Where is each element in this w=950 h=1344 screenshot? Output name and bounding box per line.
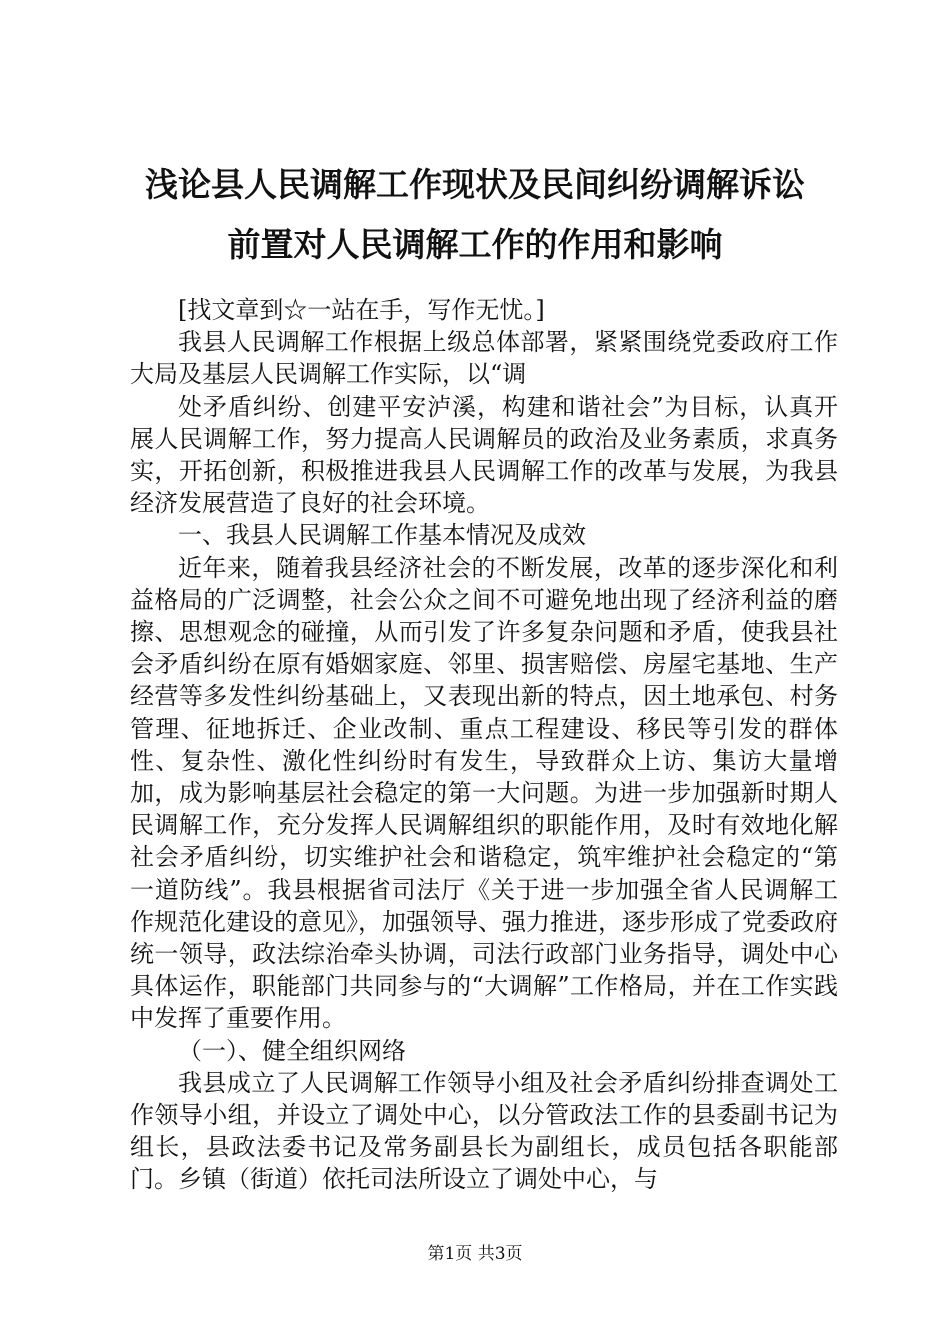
body-paragraph: 处矛盾纠纷、创建平安泸溪，构建和谐社会”为目标，认真开展人民调解工作，努力提高人民调解员的政治及业务素质，求真务实，开拓创新，积极推进我县人民调解工作的改革与发展，为我县经济发展营造了良好的社会环境。 [130,392,838,518]
page-footer: 第1页 共3页 [427,1244,523,1264]
body-paragraph: 近年来，随着我县经济社会的不断发展，改革的逐步深化和利益格局的广泛调整，社会公众之间不可避免地出现了经济利益的磨擦、思想观念的碰撞，从而引发了许多复杂问题和矛盾，使我县社会矛盾纠纷在原有婚姻家庭、邻里、损害赔偿、房屋宅基地、生产经营等多发性纠纷基础上，又表现出新的特点，因土地承包、村务管理、征地拆迁、企业改制、重点工程建设、移民等引发的群体性、复杂性、激化性纠纷时有发生，导致群众上访、集访大量增加，成为影响基层社会稳定的第一大问题。为进一步加强新时期人民调解工作，充分发挥人民调解组织的职能作用，及时有效地化解社会矛盾纠纷，切实维护社会和谐稳定，筑牢维护社会稳定的“第一道防线”。我县根据省司法厅《关于进一步加强全省人民调解工作规范化建设的意见》，加强领导、强力推进，逐步形成了党委政府统一领导，政法综治牵头协调，司法行政部门业务指导，调处中心具体运作，职能部门共同参与的“大调解”工作格局，并在工作实践中发挥了重要作用。 [130,553,838,1033]
document-title-line-1: 浅论县人民调解工作现状及民间纠纷调解诉讼 [145,165,805,204]
body-paragraph: 我县成立了人民调解工作领导小组及社会矛盾纠纷排查调处工作领导小组，并设立了调处中心，以分管政法工作的县委副书记为组长，县政法委书记及常务副县长为副组长，成员包括各职能部门。乡镇（街道）依托司法所设立了调处中心，与 [130,1068,838,1194]
section-heading: 一、我县人民调解工作基本情况及成效 [178,521,586,550]
subsection-heading: （一）、健全组织网络 [178,1036,406,1065]
document-title-line-2: 前置对人民调解工作的作用和影响 [227,225,723,264]
document-body [130,294,838,1196]
source-note: [找文章到☆一站在手，写作无忧。] [178,296,545,324]
body-paragraph: 我县人民调解工作根据上级总体部署，紧紧围绕党委政府工作大局及基层人民调解工作实际，以“调 [130,328,838,389]
